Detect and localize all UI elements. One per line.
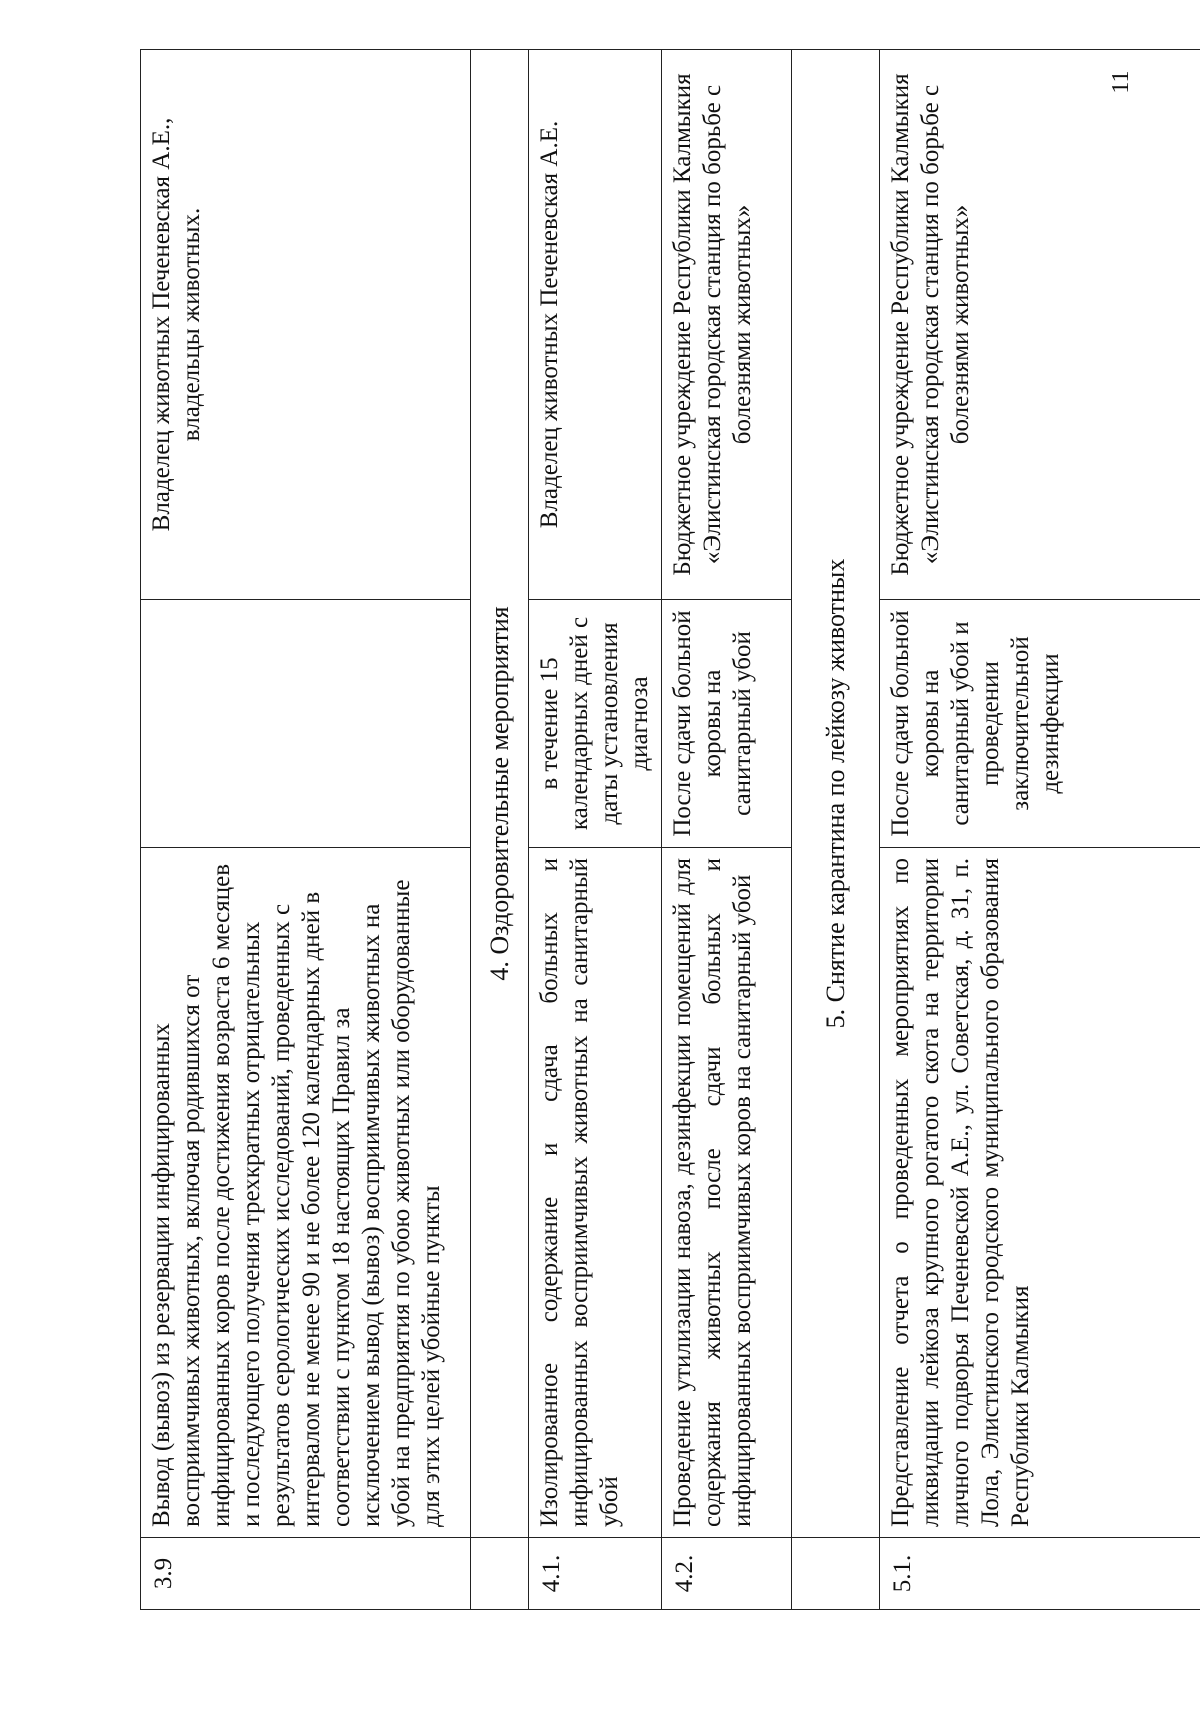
deadline-text: После сдачи больной коровы на санитарный убой и проведении заключительной дезинфекции — [880, 600, 1200, 848]
responsible-text: Владелец животных Печеневская А.Е., владельцы животных. — [141, 50, 471, 600]
table-row — [141, 50, 471, 1610]
page-number: 11 — [1108, 70, 1134, 94]
row-number: 5.1. — [880, 1538, 1200, 1610]
measure-text: Представление отчета о проведенных мероприятиях по ликвидации лейкоза крупного рогатого скота на территории личного подворья Печеневской А.Е., ул. Советская, д. 31, п. Лола, Элистинского городского муниципального образования Республики Калмыкия — [880, 848, 1200, 1538]
measures-table — [140, 49, 1200, 1610]
table-row — [529, 50, 662, 1610]
section-heading-row — [471, 50, 529, 1610]
measure-text: Изолированное содержание и сдача больных и инфицированных восприимчивых животных на санитарный убой — [529, 848, 662, 1538]
table-row — [880, 50, 1200, 1610]
table-row — [662, 50, 792, 1610]
measure-text: Проведение утилизации навоза, дезинфекции помещений для содержания животных после сдачи больных и инфицированных восприимчивых коров на санитарный убой — [662, 848, 792, 1538]
deadline-text: в течение 15 календарных дней с даты установления диагноза — [529, 600, 662, 848]
measure-text: Вывод (вывоз) из резервации инфицированных восприимчивых животных, включая родившихся от инфицированных коров после достижения возраста 6 месяцев и последующего получения трехкратных отрицательных результатов серологических исследований, проведенных с интервалом не менее 90 и не более 120 календарных дней в соответствии с пунктом 18 настоящих Правил за исключением вывод (вывоз) восприимчивых животных на убой на предприятия по убою животных или оборудованные для этих целей убойные пункты — [141, 848, 471, 1538]
row-number: 4.2. — [662, 1538, 792, 1610]
responsible-text: Владелец животных Печеневская А.Е. — [529, 50, 662, 600]
section-heading: 5. Снятие карантина по лейкозу животных — [792, 50, 880, 1538]
row-number: 4.1. — [529, 1538, 662, 1610]
responsible-text: Бюджетное учреждение Республики Калмыкия «Элистинская городская станция по борьбе с болезнями животных» — [662, 50, 792, 600]
deadline-text — [141, 600, 471, 848]
section-heading: 4. Оздоровительные мероприятия — [471, 50, 529, 1538]
section-heading-row — [792, 50, 880, 1610]
responsible-text: Бюджетное учреждение Республики Калмыкия «Элистинская городская станция по борьбе с болезнями животных» — [880, 50, 1200, 600]
deadline-text: После сдачи больной коровы на санитарный убой — [662, 600, 792, 848]
rotated-page-content — [140, 50, 1200, 1610]
row-number: 3.9 — [141, 1538, 471, 1610]
